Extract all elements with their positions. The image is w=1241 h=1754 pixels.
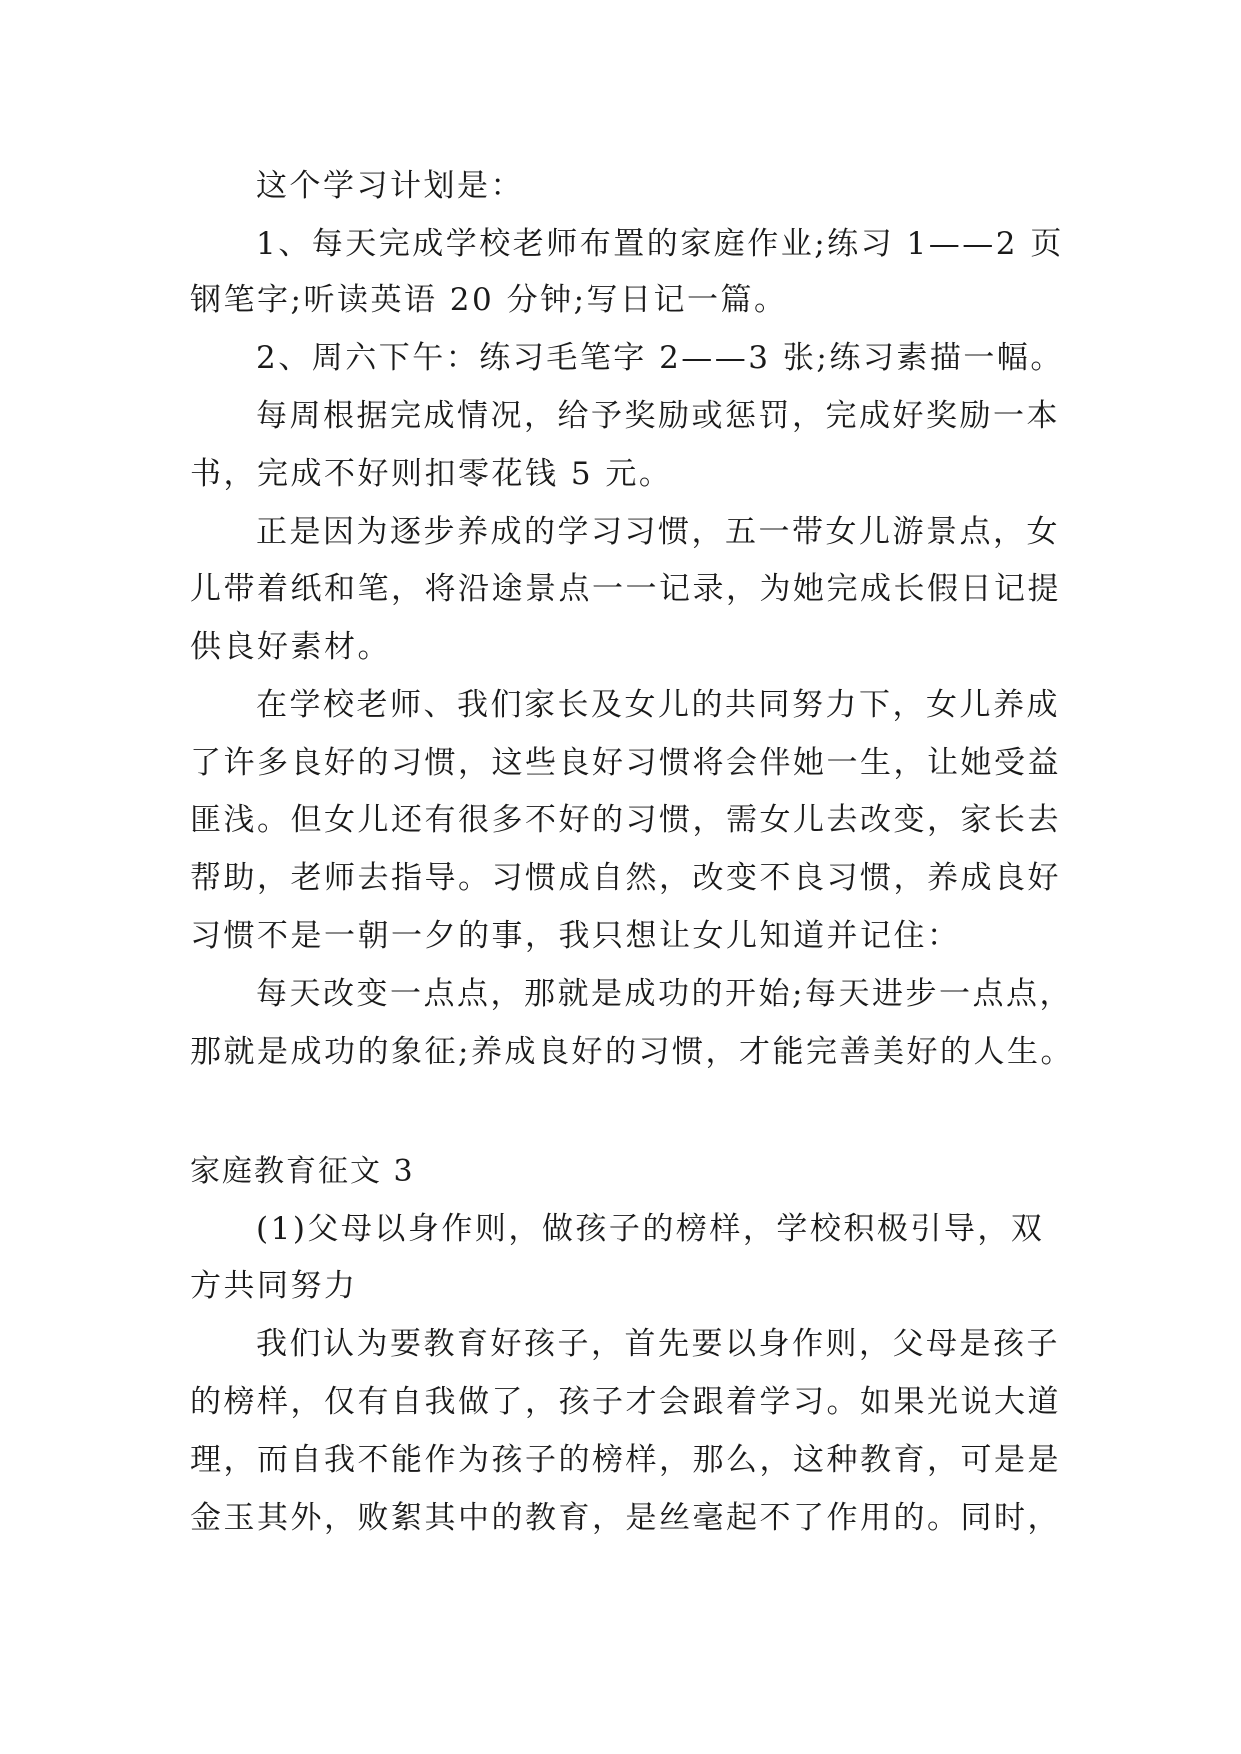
text-line: 正是因为逐步养成的学习习惯，五一带女儿游景点，女: [256, 514, 1060, 550]
text-line: 每周根据完成情况，给予奖励或惩罚，完成好奖励一本: [256, 398, 1060, 434]
section-heading: 家庭教育征文 3: [190, 1154, 415, 1189]
text-line: 钢笔字;听读英语 20 分钟;写日记一篇。: [190, 282, 788, 318]
text-line: (1)父母以身作则，做孩子的榜样，学校积极引导，双: [256, 1211, 1045, 1247]
text-line: 匪浅。但女儿还有很多不好的习惯，需女儿去改变，家长去: [190, 802, 1061, 838]
text-line: 方共同努力: [190, 1268, 358, 1304]
text-line: 这个学习计划是：: [256, 168, 524, 204]
text-line: 1、每天完成学校老师布置的家庭作业;练习 1——2 页: [256, 226, 1064, 262]
text-line: 帮助，老师去指导。习惯成自然，改变不良习惯，养成良好: [190, 860, 1061, 896]
text-line: 2、周六下午：练习毛笔字 2——3 张;练习素描一幅。: [256, 340, 1064, 376]
text-line: 在学校老师、我们家长及女儿的共同努力下，女儿养成: [256, 687, 1060, 723]
text-line: 金玉其外，败絮其中的教育，是丝毫起不了作用的。同时，: [190, 1500, 1061, 1536]
text-line: 习惯不是一朝一夕的事，我只想让女儿知道并记住：: [190, 918, 961, 954]
text-line: 的榜样，仅有自我做了，孩子才会跟着学习。如果光说大道: [190, 1384, 1061, 1420]
text-line: 每天改变一点点，那就是成功的开始;每天进步一点点，: [256, 976, 1073, 1012]
text-line: 书，完成不好则扣零花钱 5 元。: [190, 456, 673, 492]
text-line: 理，而自我不能作为孩子的榜样，那么，这种教育，可是是: [190, 1442, 1061, 1478]
text-line: 我们认为要教育好孩子，首先要以身作则，父母是孩子: [256, 1326, 1060, 1362]
text-line: 儿带着纸和笔，将沿途景点一一记录，为她完成长假日记提: [190, 571, 1061, 607]
text-line: 那就是成功的象征;养成良好的习惯，才能完善美好的人生。: [190, 1034, 1074, 1070]
text-line: 了许多良好的习惯，这些良好习惯将会伴她一生，让她受益: [190, 745, 1061, 781]
text-line: 供良好素材。: [190, 629, 391, 665]
